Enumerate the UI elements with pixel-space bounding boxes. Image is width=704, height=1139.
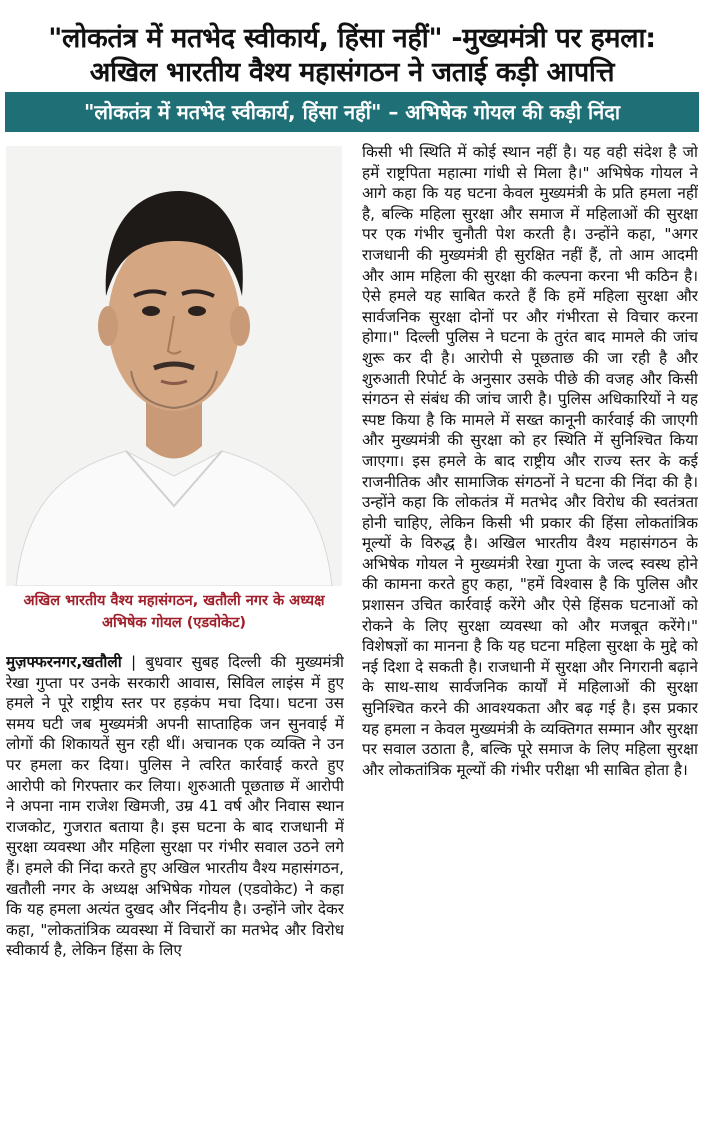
headline-line-1: "लोकतंत्र में मतभेद स्वीकार्य, हिंसा नहीं" -मुख्यमंत्री पर हमला: bbox=[48, 23, 656, 54]
photo-caption: अखिल भारतीय वैश्य महासंगठन, खतौली नगर के अध्यक्ष अभिषेक गोयल (एडवोकेट) bbox=[23, 593, 325, 631]
dateline: मुज़फ्फरनगर,खतौली bbox=[6, 653, 122, 671]
article-body-right: किसी भी स्थिति में कोई स्थान नहीं है। यह वही संदेश है जो हमें राष्ट्रपिता महात्मा गांधी से मिला है।" अभिषेक गोयल ने आगे कहा कि यह घटना केवल मुख्यमंत्री के प्रति हमला नहीं है, बल्कि महिला सुरक्षा और समाज में महिलाओं की सुरक्षा पर एक गंभीर चुनौती पेश करती है। उन्होंने कहा, "अगर राजधानी की मुख्यमंत्री ही सुरक्षित नहीं हैं, तो आम आदमी और आम महिला की सुरक्षा की कल्पना करना भी कठिन है। ऐसे हमले यह साबित करते हैं कि हमें महिला सुरक्षा और सार्वजनिक सुरक्षा दोनों पर और गंभीरता से विचार करना होगा।" दिल्ली पुलिस ने घटना के तुरंत बाद मामले की जांच शुरू कर दी है। आरोपी से पूछताछ की जा रही है और शुरुआती रिपोर्ट के अनुसार उसके पीछे की वजह और किसी संगठन से संबंध की जांच जारी है। पुलिस अधिकारियों ने यह स्पष्ट किया है कि मामले में सख्त कानूनी कार्रवाई की जाएगी और मुख्यमंत्री की सुरक्षा को हर स्थिति में सुनिश्चित किया जाएगा। इस हमले के बाद राष्ट्रीय और राज्य स्तर के कई राजनीतिक और सामाजिक संगठनों ने घटना की निंदा की है। उन्होंने कहा कि लोकतंत्र में मतभेद और विरोध की स्वतंत्रता होनी चाहिए, लेकिन किसी भी प्रकार की हिंसा लोकतांत्रिक मूल्यों के विरुद्ध है। अखिल भारतीय वैश्य महासंगठन के अभिषेक गोयल ने मुख्यमंत्री रेखा गुप्ता के जल्द स्वस्थ होने की कामना करते हुए कहा, "हमें विश्वास है कि पुलिस और प्रशासन उचित कार्रवाई करेंगे और ऐसे हिंसक घटनाओं को रोकने के लिए सुरक्षा व्यवस्था को और मजबूत करेंगे।" विशेषज्ञों का मानना है कि यह घटना महिला सुरक्षा के मुद्दे को नई दिशा दे सकती है। राजधानी में सुरक्षा और निगरानी बढ़ाने के साथ-साथ सार्वजनिक कार्यों में महिलाओं की सुरक्षा सुनिश्चित करने की आवश्यकता और बढ़ गई है। इस प्रकार यह हमला न केवल मुख्यमंत्री के व्यक्तिगत सम्मान और सुरक्षा पर सवाल उठाता है, बल्कि पूरे समाज के लिए महिला सुरक्षा और लोकतांत्रिक मूल्यों की गंभीर परीक्षा भी साबित होता है। bbox=[362, 143, 698, 779]
article-column-left bbox=[6, 652, 344, 1136]
headline-line-2: अखिल भारतीय वैश्य महासंगठन ने जताई कड़ी आपत्ति bbox=[89, 57, 615, 88]
headline bbox=[0, 22, 704, 90]
article-column-right bbox=[362, 142, 698, 1136]
portrait-illustration bbox=[6, 146, 342, 586]
dateline-separator: | bbox=[121, 653, 146, 671]
portrait-photo bbox=[6, 146, 342, 586]
subheadline-banner: "लोकतंत्र में मतभेद स्वीकार्य, हिंसा नहीं" – अभिषेक गोयल की कड़ी निंदा bbox=[5, 92, 699, 132]
article-body-left: बुधवार सुबह दिल्ली की मुख्यमंत्री रेखा गुप्ता पर उनके सरकारी आवास, सिविल लाइंस में हुए हमले ने पूरे राष्ट्रीय स्तर पर हड़कंप मचा दिया। घटना उस समय घटी जब मुख्यमंत्री अपनी साप्ताहिक जन सुनवाई में लोगों की शिकायतें सुन रही थीं। अचानक एक व्यक्ति ने उन पर हमला कर दिया। पुलिस ने त्वरित कार्रवाई करते हुए आरोपी को गिरफ्तार कर लिया। शुरुआती पूछताछ में आरोपी ने अपना नाम राजेश खिमजी, उम्र 41 वर्ष और निवास स्थान राजकोट, गुजरात बताया है। इस घटना के बाद राजधानी में सुरक्षा व्यवस्था और महिला सुरक्षा पर गंभीर सवाल उठने लगे हैं। हमले की निंदा करते हुए अखिल भारतीय वैश्य महासंगठन, खतौली नगर के अध्यक्ष अभिषेक गोयल (एडवोकेट) ने कहा कि यह हमला अत्यंत दुखद और निंदनीय है। उन्होंने जोर देकर कहा, "लोकतांत्रिक व्यवस्था में विचारों का मतभेद और विरोध स्वीकार्य है, लेकिन हिंसा के लिए bbox=[6, 653, 344, 960]
